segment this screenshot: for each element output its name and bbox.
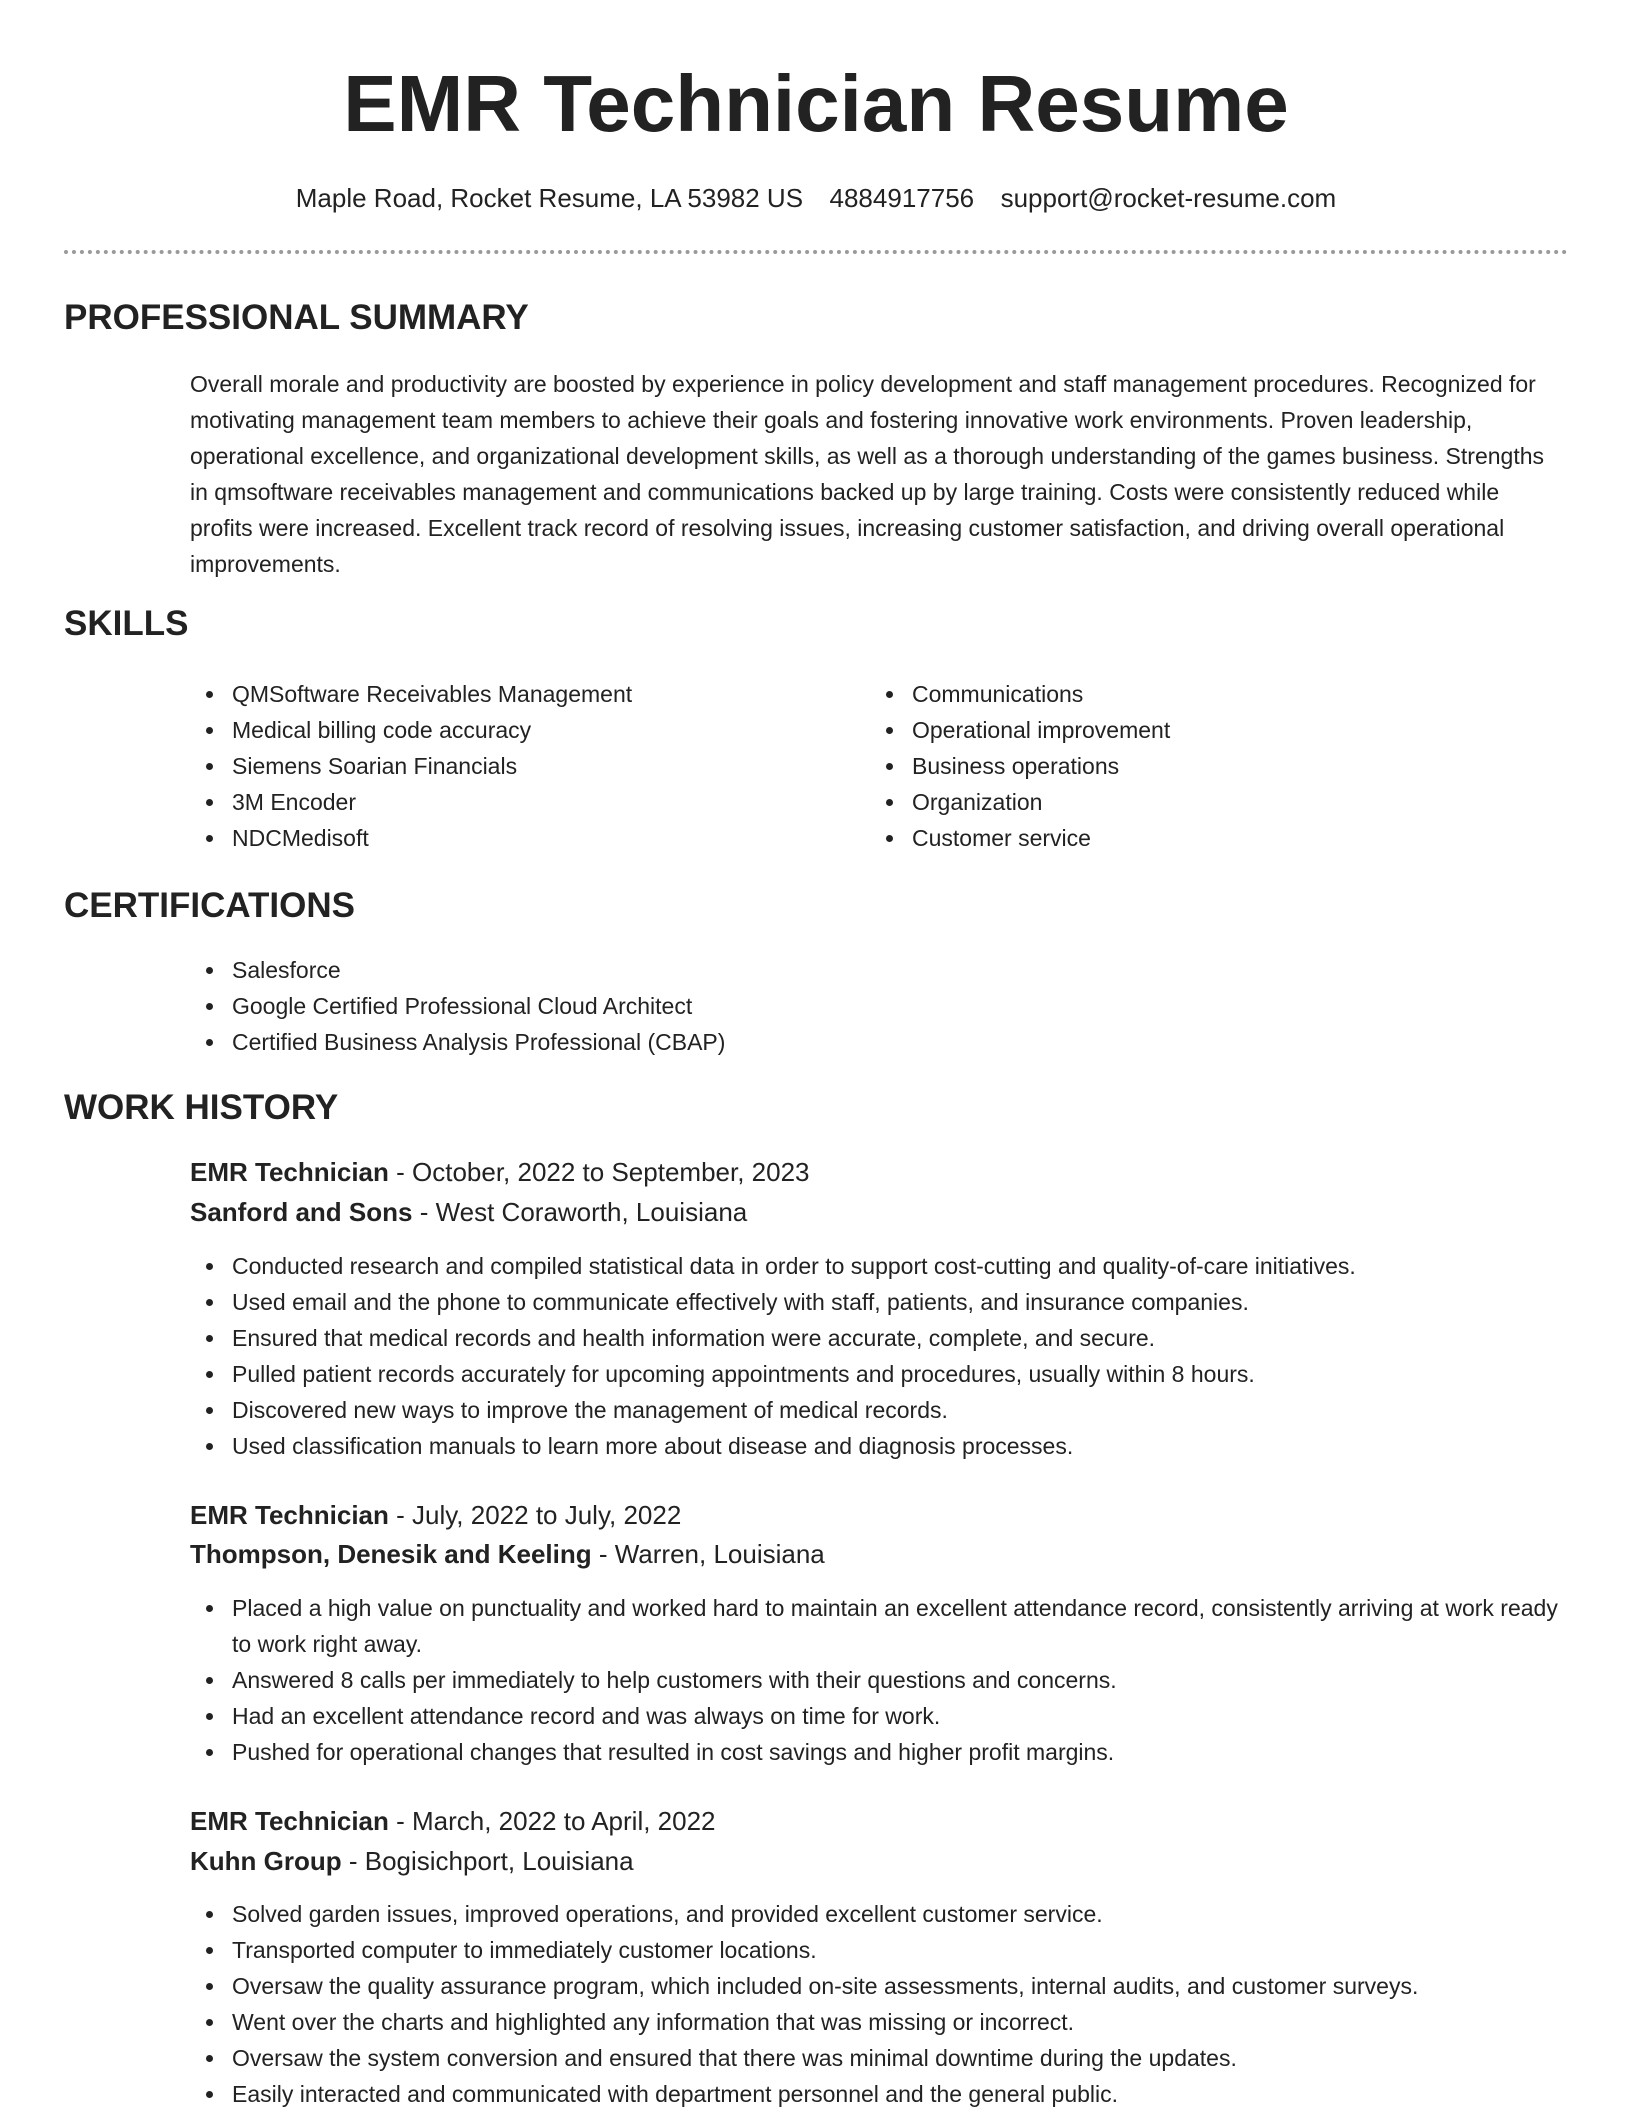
contact-info [64,180,1568,216]
certifications-heading: CERTIFICATIONS [64,886,356,925]
job-bullet: Placed a high value on punctuality and worked hard to maintain an excellent attendance record, consistently arriving at work ready to work right away. [190,1590,1568,1662]
job-bullets [190,1896,1568,2112]
job-bullet: Used email and the phone to communicate effectively with staff, patients, and insurance companies. [190,1284,1568,1320]
skill-item: Medical billing code accuracy [190,712,840,748]
job-bullets [190,1248,1568,1464]
job-location: - West Coraworth, Louisiana [412,1197,748,1227]
job-bullet: Pulled patient records accurately for upcoming appointments and procedures, usually within 8 hours. [190,1356,1568,1392]
job-bullet: Used classification manuals to learn more about disease and diagnosis processes. [190,1428,1568,1464]
job-bullet: Went over the charts and highlighted any information that was missing or incorrect. [190,2004,1568,2040]
job-title-line [190,1496,681,1534]
job-location: - Bogisichport, Louisiana [341,1846,634,1876]
certifications-list [190,952,1568,1060]
skill-item: Siemens Soarian Financials [190,748,840,784]
certification-item: Google Certified Professional Cloud Architect [190,988,1568,1024]
resume-title: EMR Technician Resume [343,59,1289,148]
job-company-line [190,1535,825,1573]
job-dates: - October, 2022 to September, 2023 [388,1157,810,1187]
contact-email: support@rocket-resume.com [1000,183,1337,213]
job-bullet: Oversaw the system conversion and ensured that there was minimal downtime during the updates. [190,2040,1568,2076]
summary-heading: PROFESSIONAL SUMMARY [64,298,529,337]
resume-page [64,0,1568,2107]
summary-text: Overall morale and productivity are boosted by experience in policy development and staff management procedures. Recognized for motivating management team members to achieve their goals and fostering innovative work environments. Proven leadership, operational excellence, and organizational development skills, as well as a thorough understanding of the games business. Strengths in qmsoftware receivables management and communications backed up by large training. Costs were consistently reduced while profits were increased. Excellent track record of resolving issues, increasing customer satisfaction, and driving overall operational improvements. [190,371,1545,577]
job-role: EMR Technician [190,1157,389,1187]
skill-item: NDCMedisoft [190,820,840,856]
job-bullet: Had an excellent attendance record and was always on time for work. [190,1698,1568,1734]
job-dates: - March, 2022 to April, 2022 [388,1806,716,1836]
job-company-line [190,1842,634,1880]
job-role: EMR Technician [190,1806,389,1836]
certification-item: Certified Business Analysis Professional (CBAP) [190,1024,1568,1060]
job-bullet: Conducted research and compiled statistical data in order to support cost-cutting and quality-of-care initiatives. [190,1248,1568,1284]
contact-phone: 4884917756 [829,183,975,213]
job-bullets [190,1590,1568,1770]
job-bullet: Pushed for operational changes that resulted in cost savings and higher profit margins. [190,1734,1568,1770]
job-company-line [190,1193,747,1231]
job-company: Sanford and Sons [190,1197,413,1227]
job-location: - Warren, Louisiana [591,1539,825,1569]
job-dates: - July, 2022 to July, 2022 [388,1500,682,1530]
skill-item: Communications [870,676,1568,712]
skill-item: 3M Encoder [190,784,840,820]
job-bullet: Solved garden issues, improved operations, and provided excellent customer service. [190,1896,1568,1932]
contact-address: Maple Road, Rocket Resume, LA 53982 US [295,183,804,213]
job-bullet: Ensured that medical records and health information were accurate, complete, and secure. [190,1320,1568,1356]
skills-column-right [870,676,1568,856]
skills-heading: SKILLS [64,604,189,643]
certification-item: Salesforce [190,952,1568,988]
header-divider [64,250,1568,254]
job-role: EMR Technician [190,1500,389,1530]
skill-item: Operational improvement [870,712,1568,748]
skill-item: Business operations [870,748,1568,784]
skill-item: Organization [870,784,1568,820]
job-bullet: Easily interacted and communicated with department personnel and the general public. [190,2076,1568,2112]
job-title-line [190,1153,810,1191]
job-title-line [190,1802,716,1840]
job-bullet: Answered 8 calls per immediately to help customers with their questions and concerns. [190,1662,1568,1698]
job-bullet: Oversaw the quality assurance program, which included on-site assessments, internal audits, and customer surveys. [190,1968,1568,2004]
work-history-heading: WORK HISTORY [64,1088,339,1127]
skills-column-left [190,676,840,856]
job-company: Kuhn Group [190,1846,342,1876]
job-bullet: Discovered new ways to improve the management of medical records. [190,1392,1568,1428]
job-bullet: Transported computer to immediately customer locations. [190,1932,1568,1968]
skill-item: Customer service [870,820,1568,856]
job-company: Thompson, Denesik and Keeling [190,1539,592,1569]
skill-item: QMSoftware Receivables Management [190,676,840,712]
